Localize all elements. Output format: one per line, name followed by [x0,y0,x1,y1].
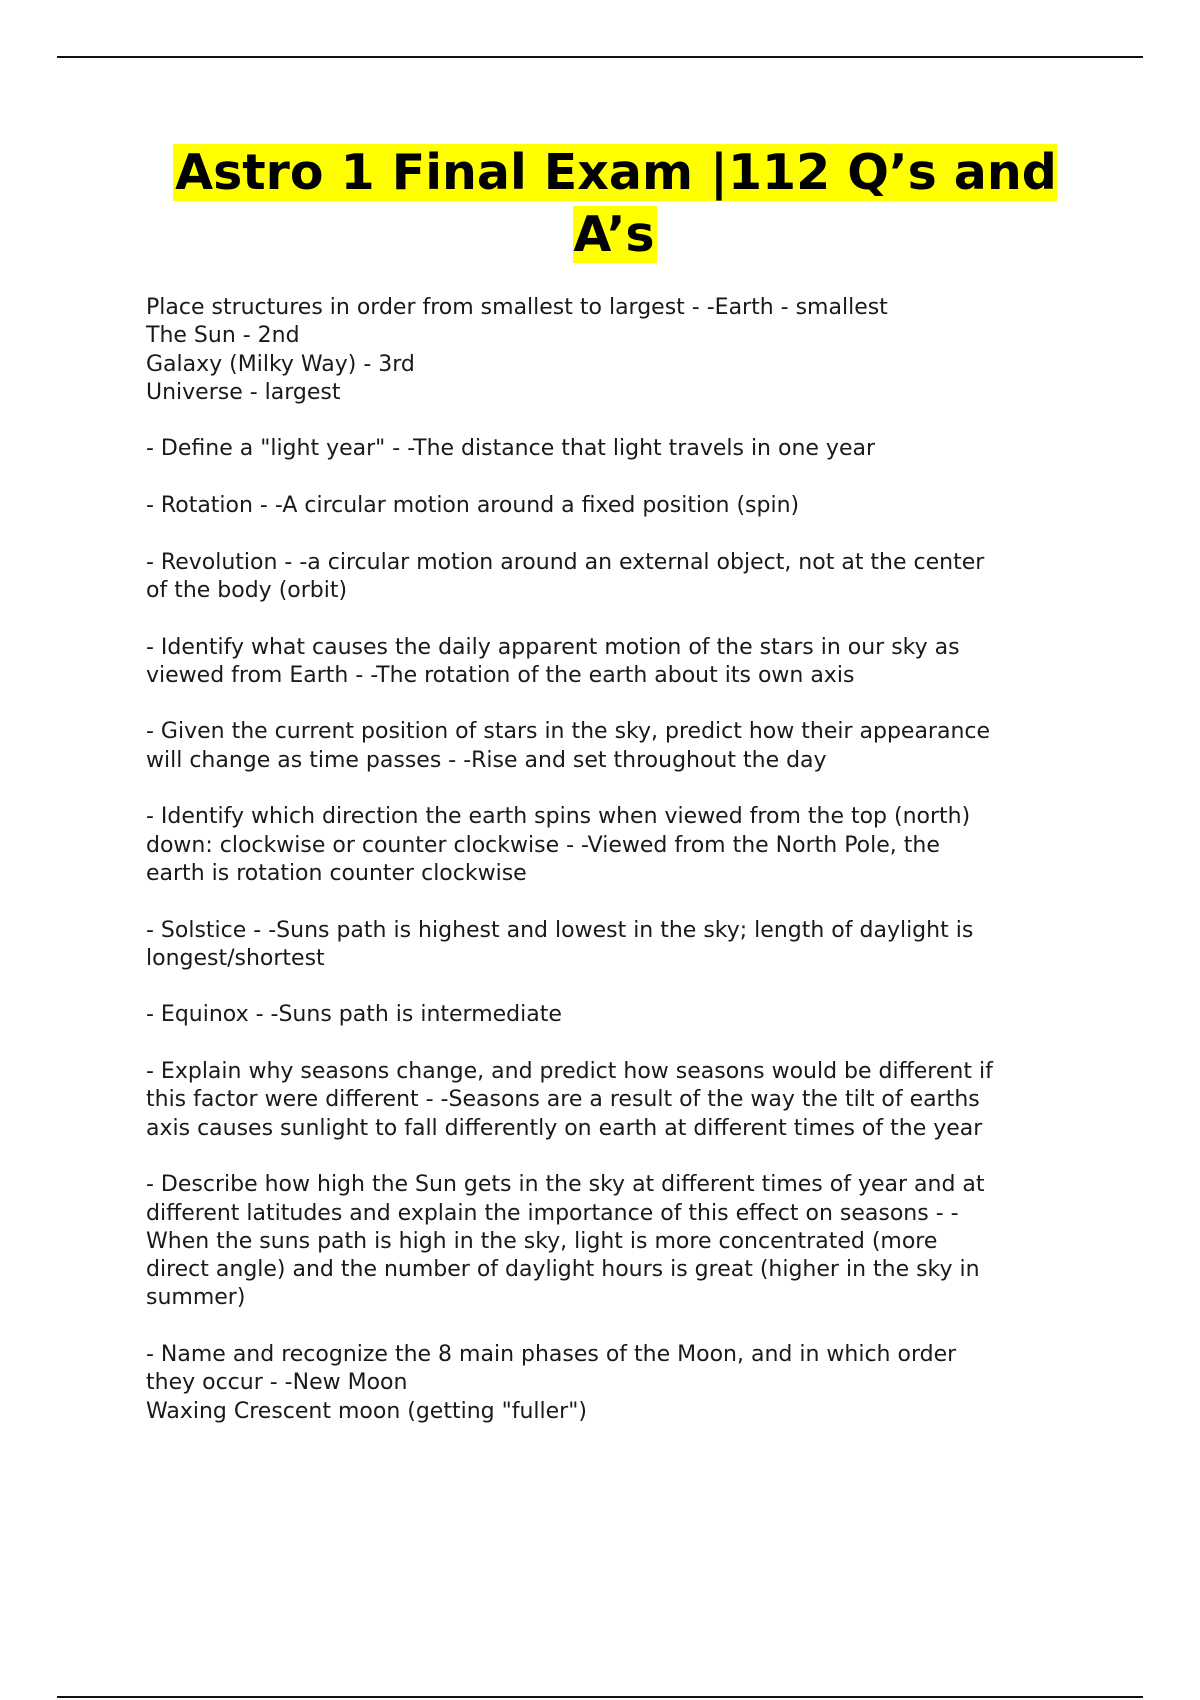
qa-item-structures-order: Place structures in order from smallest to largest - -Earth - smallest The Sun - 2nd Galaxy (Milky Way) - 3rd Universe - largest [146,295,888,405]
qa-item-rotation: - Rotation - -A circular motion around a fixed position (spin) [146,493,800,519]
qa-item-revolution: - Revolution - -a circular motion around an external object, not at the center of the body (orbit) [146,549,985,603]
qa-item-moon-phases: - Name and recognize the 8 main phases of the Moon, and in which order they occur - -New Moon Waxing Crescent moon (getting "fuller") [146,1341,957,1424]
qa-item-seasons: - Explain why seasons change, and predict how seasons would be different if this factor were different - -Seasons are a result of the way the tilt of earths axis causes sunlight to fall differently on earth at different times of the year [146,1059,993,1141]
document-body [146,294,1096,1454]
qa-item-daily-motion: - Identify what causes the daily apparent motion of the stars in our sky as viewed from Earth - -The rotation of the earth about its own axis [146,634,960,688]
qa-item-spin-direction: - Identify which direction the earth spins when viewed from the top (north) down: clockwise or counter clockwise - -Viewed from the North Pole, the earth is rotation counter clockwise [146,804,971,886]
qa-item-star-positions: - Given the current position of stars in the sky, predict how their appearance will change as time passes - -Rise and set throughout the day [146,719,991,773]
qa-item-sun-height: - Describe how high the Sun gets in the sky at different times of year and at different latitudes and explain the importance of this effect on seasons - - When the suns path is high in the sky, light is more concentrated (more direct angle) and the number of daylight hours is great (higher in the sky in summer) [146,1172,985,1311]
qa-item-equinox: - Equinox - -Suns path is intermediate [146,1002,562,1028]
top-rule [57,56,1143,58]
bottom-rule [57,1696,1143,1698]
qa-item-solstice: - Solstice - -Suns path is highest and lowest in the sky; length of daylight is longest/shortest [146,917,974,971]
document-title-text: Astro 1 Final Exam |112 Q’s and A’s [175,144,1057,263]
document-title [140,142,1090,266]
qa-item-light-year: - Define a "light year" - -The distance that light travels in one year [146,436,876,462]
